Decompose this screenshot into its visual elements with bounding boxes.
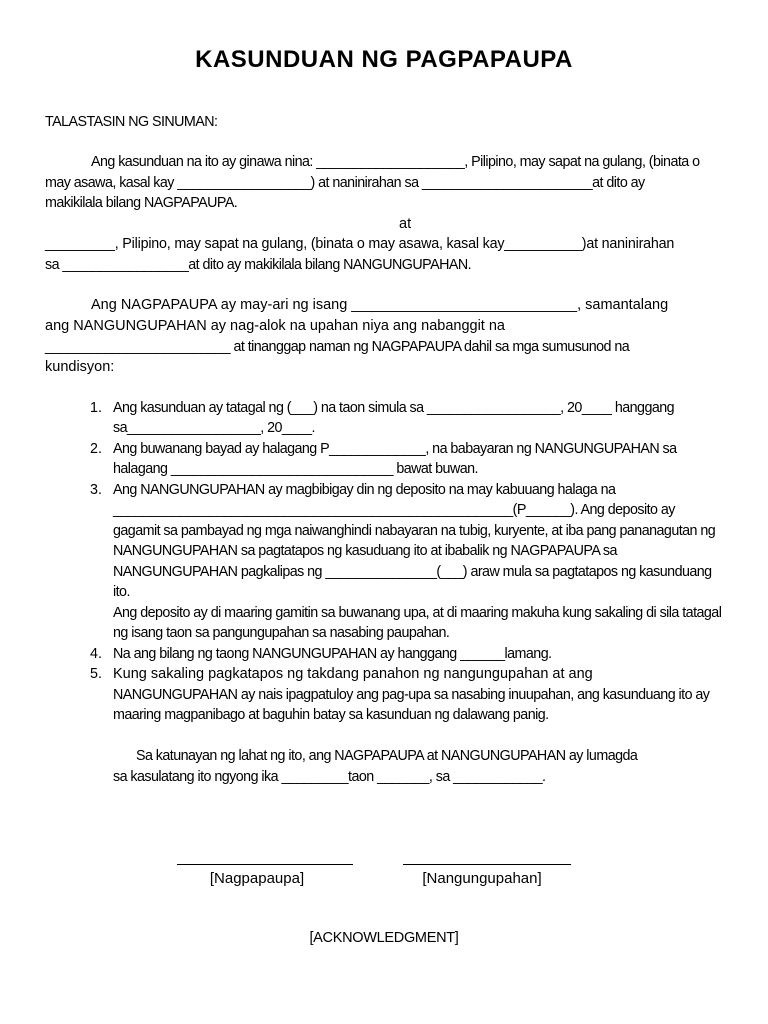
signature-line-lessee: [403, 864, 571, 865]
closing-line-2: sa kasulatang ito ngyong ika _________taon _______, sa ____________.: [113, 769, 546, 785]
item-4-line-1: Na ang bilang ng taong NANGUNGUPAHAN ay hanggang ______lamang.: [113, 646, 552, 662]
greeting: TALASTASIN NG SINUMAN:: [45, 114, 218, 130]
item-3-line-1: Ang NANGUNGUPAHAN ay magbibigay din ng deposito na may kabuuang halaga na: [113, 482, 616, 498]
item-3-line-4: NANGUNGUPAHAN sa pagtatapos ng kasuduang ito at ibabalik ng NAGPAPAUPA sa: [113, 543, 617, 559]
item-1-line-2: sa__________________, 20____.: [113, 420, 315, 436]
item-3-line-2: ______________________________________________________(P______). Ang deposito ay: [113, 502, 675, 518]
item-1-line-1: Ang kasunduan ay tatagal ng (___) na taon simula sa __________________, 20____ hanggang: [113, 400, 675, 416]
document-title: KASUNDUAN NG PAGPAPAUPA: [195, 46, 573, 73]
intro-line-5: sa _________________at dito ay makikilala bilang NANGUNGUPAHAN.: [45, 257, 472, 273]
intro-line-3: makikilala bilang NAGPAPAUPA.: [45, 195, 238, 211]
item-2-line-2: halagang ______________________________ bawat buwan.: [113, 461, 478, 477]
intro-line-2: may asawa, kasal kay __________________) at naninirahan sa _______________________at dito ay: [45, 175, 645, 191]
para2-line-2: ang NANGUNGUPAHAN ay nag-alok na upahan niya ang nabanggit na: [45, 318, 505, 334]
signature-label-lessee: [Nangungupahan]: [422, 870, 542, 887]
para2-line-1: Ang NAGPAPAUPA ay may-ari ng isang ____________________________, samantalang: [91, 297, 669, 313]
item-5-line-1: Kung sakaling pagkatapos ng takdang panahon ng nangungupahan at ang: [113, 666, 593, 682]
item-number: 4.: [90, 646, 102, 662]
item-number: 1.: [90, 400, 102, 416]
item-number: 3.: [90, 482, 102, 498]
para2-line-3: _________________________ at tinanggap naman ng NAGPAPAUPA dahil sa mga sumusunod na: [45, 339, 630, 355]
acknowledgment-heading: [ACKNOWLEDGMENT]: [309, 930, 459, 946]
item-5-line-3: maaring magpanibago at baguhin batay sa kasunduan ng dalawang panig.: [113, 707, 549, 723]
signature-label-lessor: [Nagpapaupa]: [209, 870, 305, 887]
para2-line-4: kundisyon:: [45, 359, 115, 375]
item-3-line-6: ito.: [113, 584, 130, 600]
intro-and: at: [399, 216, 412, 232]
item-3-line-3: gagamit sa pambayad ng mga naiwanghindi nabayaran na tubig, kuryente, at iba pang pananagutan ng: [113, 523, 716, 539]
item-2-line-1: Ang buwanang bayad ay halagang P_____________, na babayaran ng NANGUNGUPAHAN sa: [113, 441, 677, 457]
item-number: 2.: [90, 441, 102, 457]
intro-line-1: Ang kasunduan na ito ay ginawa nina: ____________________, Pilipino, may sapat na gulang, (binata o: [91, 154, 700, 170]
closing-line-1: Sa katunayan ng lahat ng ito, ang NAGPAPAUPA at NANGUNGUPAHAN ay lumagda: [136, 748, 638, 764]
item-3-line-7: Ang deposito ay di maaring gamitin sa buwanang upa, at di maaring makuha kung sakaling di sila tatagal: [113, 605, 722, 621]
item-5-line-2: NANGUNGUPAHAN ay nais ipagpatuloy ang pag-upa sa nasabing inuupahan, ang kasunduang ito ay: [113, 687, 710, 703]
item-number: 5.: [90, 666, 102, 682]
item-3-line-8: ng isang taon sa pangungupahan sa nasabing paupahan.: [113, 625, 450, 641]
intro-line-4: _________, Pilipino, may sapat na gulang, (binata o may asawa, kasal kay__________)at naninirahan: [45, 236, 675, 252]
item-3-line-5: NANGUNGUPAHAN pagkalipas ng _______________(___) araw mula sa pagtatapos ng kasunduang: [113, 564, 712, 580]
signature-line-lessor: [177, 864, 353, 865]
